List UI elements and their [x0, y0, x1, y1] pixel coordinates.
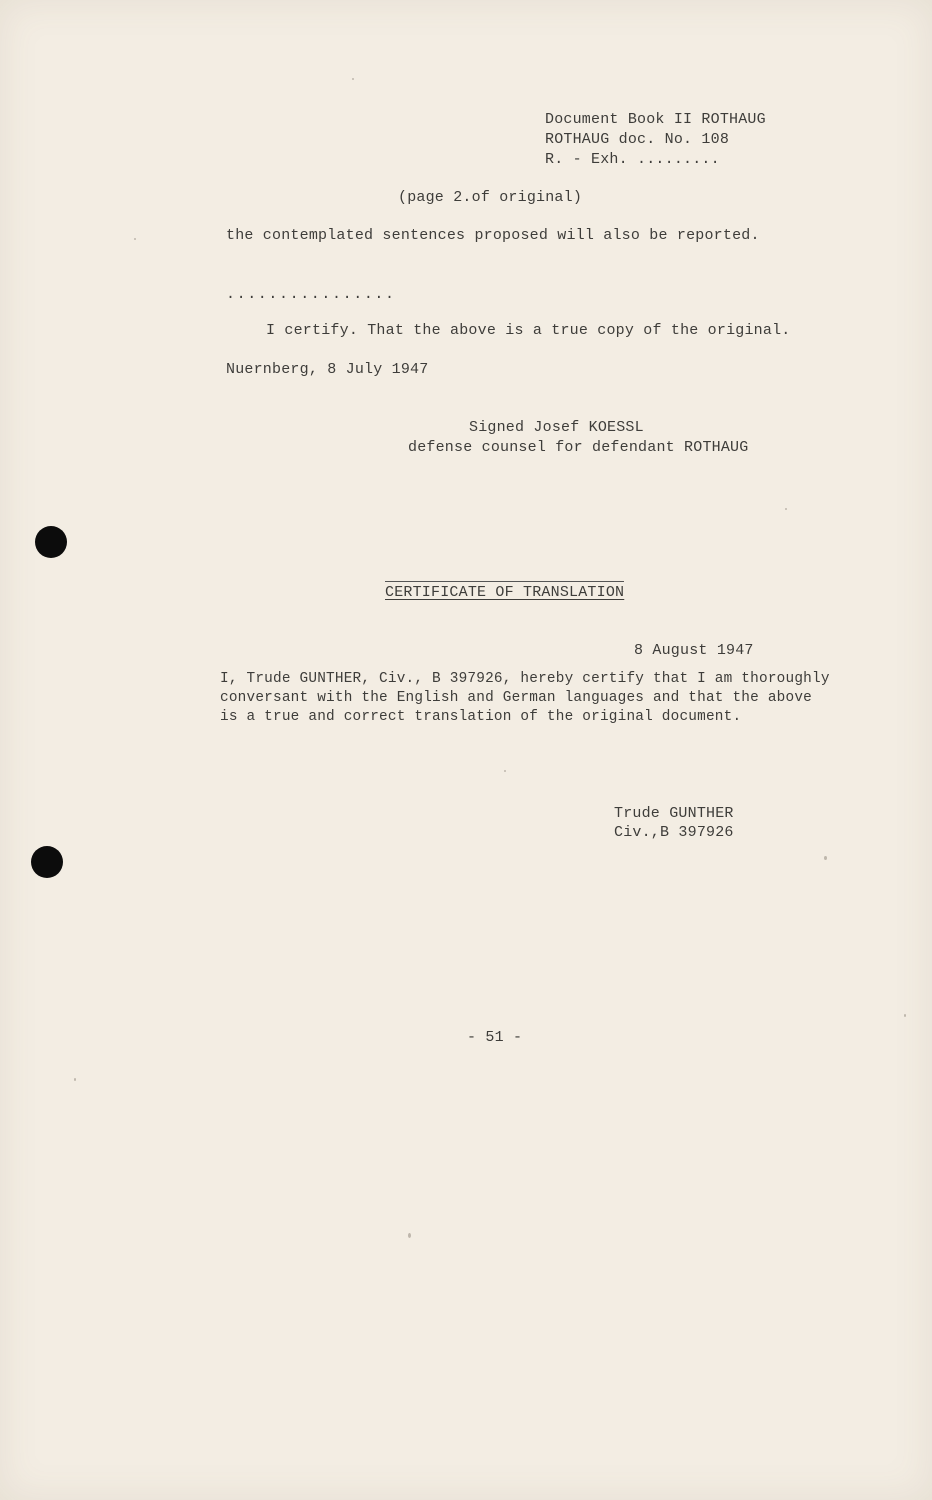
paper-speck	[504, 770, 506, 772]
header-exhibit: R. - Exh. .........	[545, 151, 720, 168]
translator-id: Civ.,B 397926	[614, 824, 734, 841]
continuation-text: the contemplated sentences proposed will also be reported.	[226, 227, 760, 244]
paper-speck	[824, 856, 827, 860]
certificate-date: 8 August 1947	[634, 642, 754, 659]
dotted-separator: ................	[226, 286, 396, 303]
paper-speck	[352, 78, 354, 80]
header-document-book: Document Book II ROTHAUG	[545, 111, 766, 128]
paper-speck	[408, 1233, 411, 1238]
certificate-text-line-3: is a true and correct translation of the original document.	[220, 709, 742, 725]
punch-hole-upper	[35, 526, 67, 558]
paper-speck	[785, 508, 787, 510]
page-number: - 51 -	[467, 1029, 523, 1046]
certify-statement: I certify. That the above is a true copy of the original.	[266, 322, 791, 339]
signature-role: defense counsel for defendant ROTHAUG	[408, 439, 749, 456]
certificate-text-line-1: I, Trude GUNTHER, Civ., B 397926, hereby certify that I am thoroughly	[220, 671, 830, 687]
paper-speck	[134, 238, 136, 240]
certificate-title: CERTIFICATE OF TRANSLATION	[385, 581, 624, 602]
punch-hole-lower	[31, 846, 63, 878]
signature-line: Signed Josef KOESSL	[469, 419, 644, 436]
paper-speck	[74, 1078, 76, 1081]
place-date: Nuernberg, 8 July 1947	[226, 361, 429, 378]
header-doc-number: ROTHAUG doc. No. 108	[545, 131, 730, 148]
page-note: (page 2.of original)	[398, 189, 583, 206]
translator-name: Trude GUNTHER	[614, 805, 734, 822]
paper-speck	[904, 1014, 906, 1017]
certificate-text-line-2: conversant with the English and German languages and that the above	[220, 690, 812, 706]
